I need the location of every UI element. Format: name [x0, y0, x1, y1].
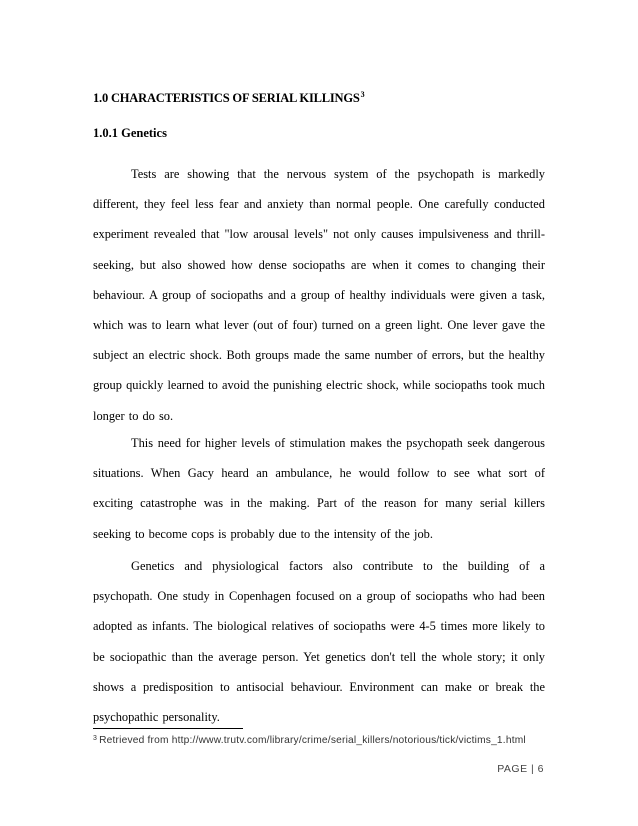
heading-footnote-ref: 3: [360, 90, 365, 99]
paragraph-3: Genetics and physiological factors also contribute to the building of a psychopath. One study in Copenhagen focused on a group of sociopaths who had been adopted as infants. The biological relatives of sociopaths were 4-5 times more likely to be sociopathic than the average person. Yet genetics don't tell the whole story; it only shows a predisposition to antisocial behaviour. Environment can make or break the psychopathic personality.: [93, 559, 545, 725]
footnote-text: Retrieved from http://www.trutv.com/library/crime/serial_killers/notorious/tick/victims_1.html: [99, 735, 526, 746]
page-number: PAGE | 6: [497, 763, 544, 775]
subsection-heading: 1.0.1 Genetics: [93, 126, 167, 140]
footnote-marker: 3: [93, 735, 98, 742]
section-heading: [93, 90, 364, 106]
footnote-separator: [93, 728, 243, 729]
paragraph-1: Tests are showing that the nervous system of the psychopath is markedly different, they feel less fear and anxiety than normal people. One carefully conducted experiment revealed that "low arousal levels" not only causes impulsiveness and thrill-seeking, but also showed how dense sociopaths are when it comes to changing their behaviour. A group of sociopaths and a group of healthy individuals were given a task, which was to learn what lever (out of four) turned on a green light. One lever gave the subject an electric shock. Both groups made the same number of errors, but the healthy group quickly learned to avoid the punishing electric shock, while sociopaths took much longer to do so.: [93, 167, 545, 423]
footnote: [93, 735, 526, 746]
section-heading-text: 1.0 CHARACTERISTICS OF SERIAL KILLINGS: [93, 91, 360, 105]
paragraph-2: This need for higher levels of stimulation makes the psychopath seek dangerous situations. When Gacy heard an ambulance, he would follow to see what sort of exciting catastrophe was in the making. Part of the reason for many serial killers seeking to become cops is probably due to the intensity of the job.: [93, 436, 545, 541]
